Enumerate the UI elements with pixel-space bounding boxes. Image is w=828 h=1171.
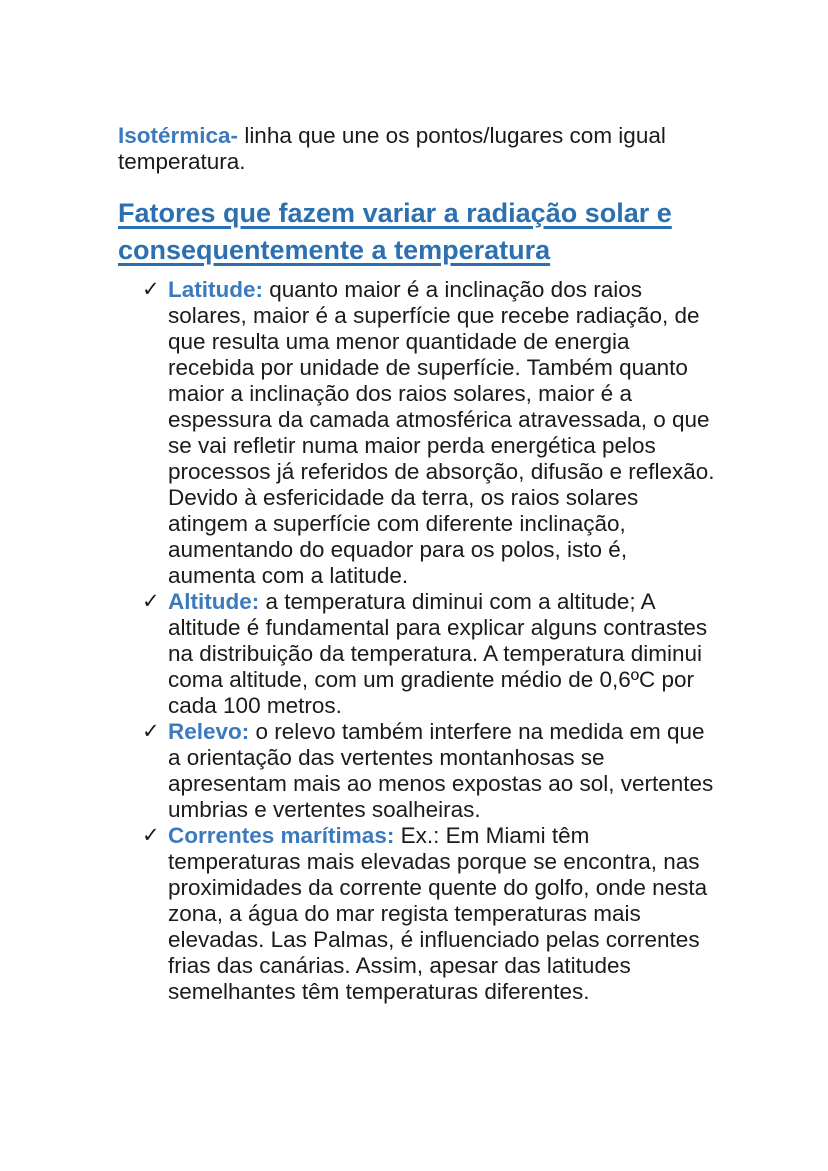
list-item bbox=[118, 823, 719, 1005]
checkmark-icon: ✓ bbox=[142, 590, 160, 613]
list-item bbox=[118, 277, 719, 589]
intro-text: linha que une os pontos/lugares com igual temperatura. bbox=[118, 123, 666, 174]
list-item-term: Relevo: bbox=[168, 719, 250, 744]
list-item-text: a temperatura diminui com a altitude; A altitude é fundamental para explicar alguns contrastes na distribuição da temperatura. A temperatura diminui coma altitude, com um gradiente médio de 0,6ºC por cada 100 metros. bbox=[168, 589, 708, 718]
intro-paragraph bbox=[118, 123, 719, 175]
list-item-text: quanto maior é a inclinação dos raios solares, maior é a superfície que recebe radiação, de que resulta uma menor quantidade de energia recebida por unidade de superfície. Também quanto maior a inclinação dos raios solares, maior é a espessura da camada atmosférica atravessada, o que se vai refletir numa maior perda energética pelos processos já referidos de absorção, difusão e reflexão. Devido à esfericidade da terra, os raios solares atingem a superfície com diferente inclinação, aumentando do equador para os polos, isto é, aumenta com a latitude. bbox=[168, 277, 715, 588]
intro-term: Isotérmica- bbox=[118, 123, 239, 148]
page-content bbox=[118, 123, 719, 1005]
list-item-text: o relevo também interfere na medida em que a orientação das vertentes montanhosas se apresentam mais ao menos expostas ao sol, vertentes umbrias e vertentes soalheiras. bbox=[168, 719, 714, 822]
list-item-term: Latitude: bbox=[168, 277, 263, 302]
checkmark-icon: ✓ bbox=[142, 720, 160, 743]
list-item bbox=[118, 589, 719, 719]
list-item-term: Altitude: bbox=[168, 589, 260, 614]
factors-list bbox=[118, 277, 719, 1005]
list-item bbox=[118, 719, 719, 823]
list-item-text: Ex.: Em Miami têm temperaturas mais elevadas porque se encontra, nas proximidades da corrente quente do golfo, onde nesta zona, a água do mar regista temperaturas mais elevadas. Las Palmas, é influenciado pelas correntes frias das canárias. Assim, apesar das latitudes semelhantes têm temperaturas diferentes. bbox=[168, 823, 708, 1004]
list-item-term: Correntes marítimas: bbox=[168, 823, 395, 848]
section-heading-text: Fatores que fazem variar a radiação solar e consequentemente a temperatura bbox=[118, 198, 672, 265]
checkmark-icon: ✓ bbox=[142, 278, 160, 301]
checkmark-icon: ✓ bbox=[142, 824, 160, 847]
section-heading bbox=[118, 195, 719, 269]
